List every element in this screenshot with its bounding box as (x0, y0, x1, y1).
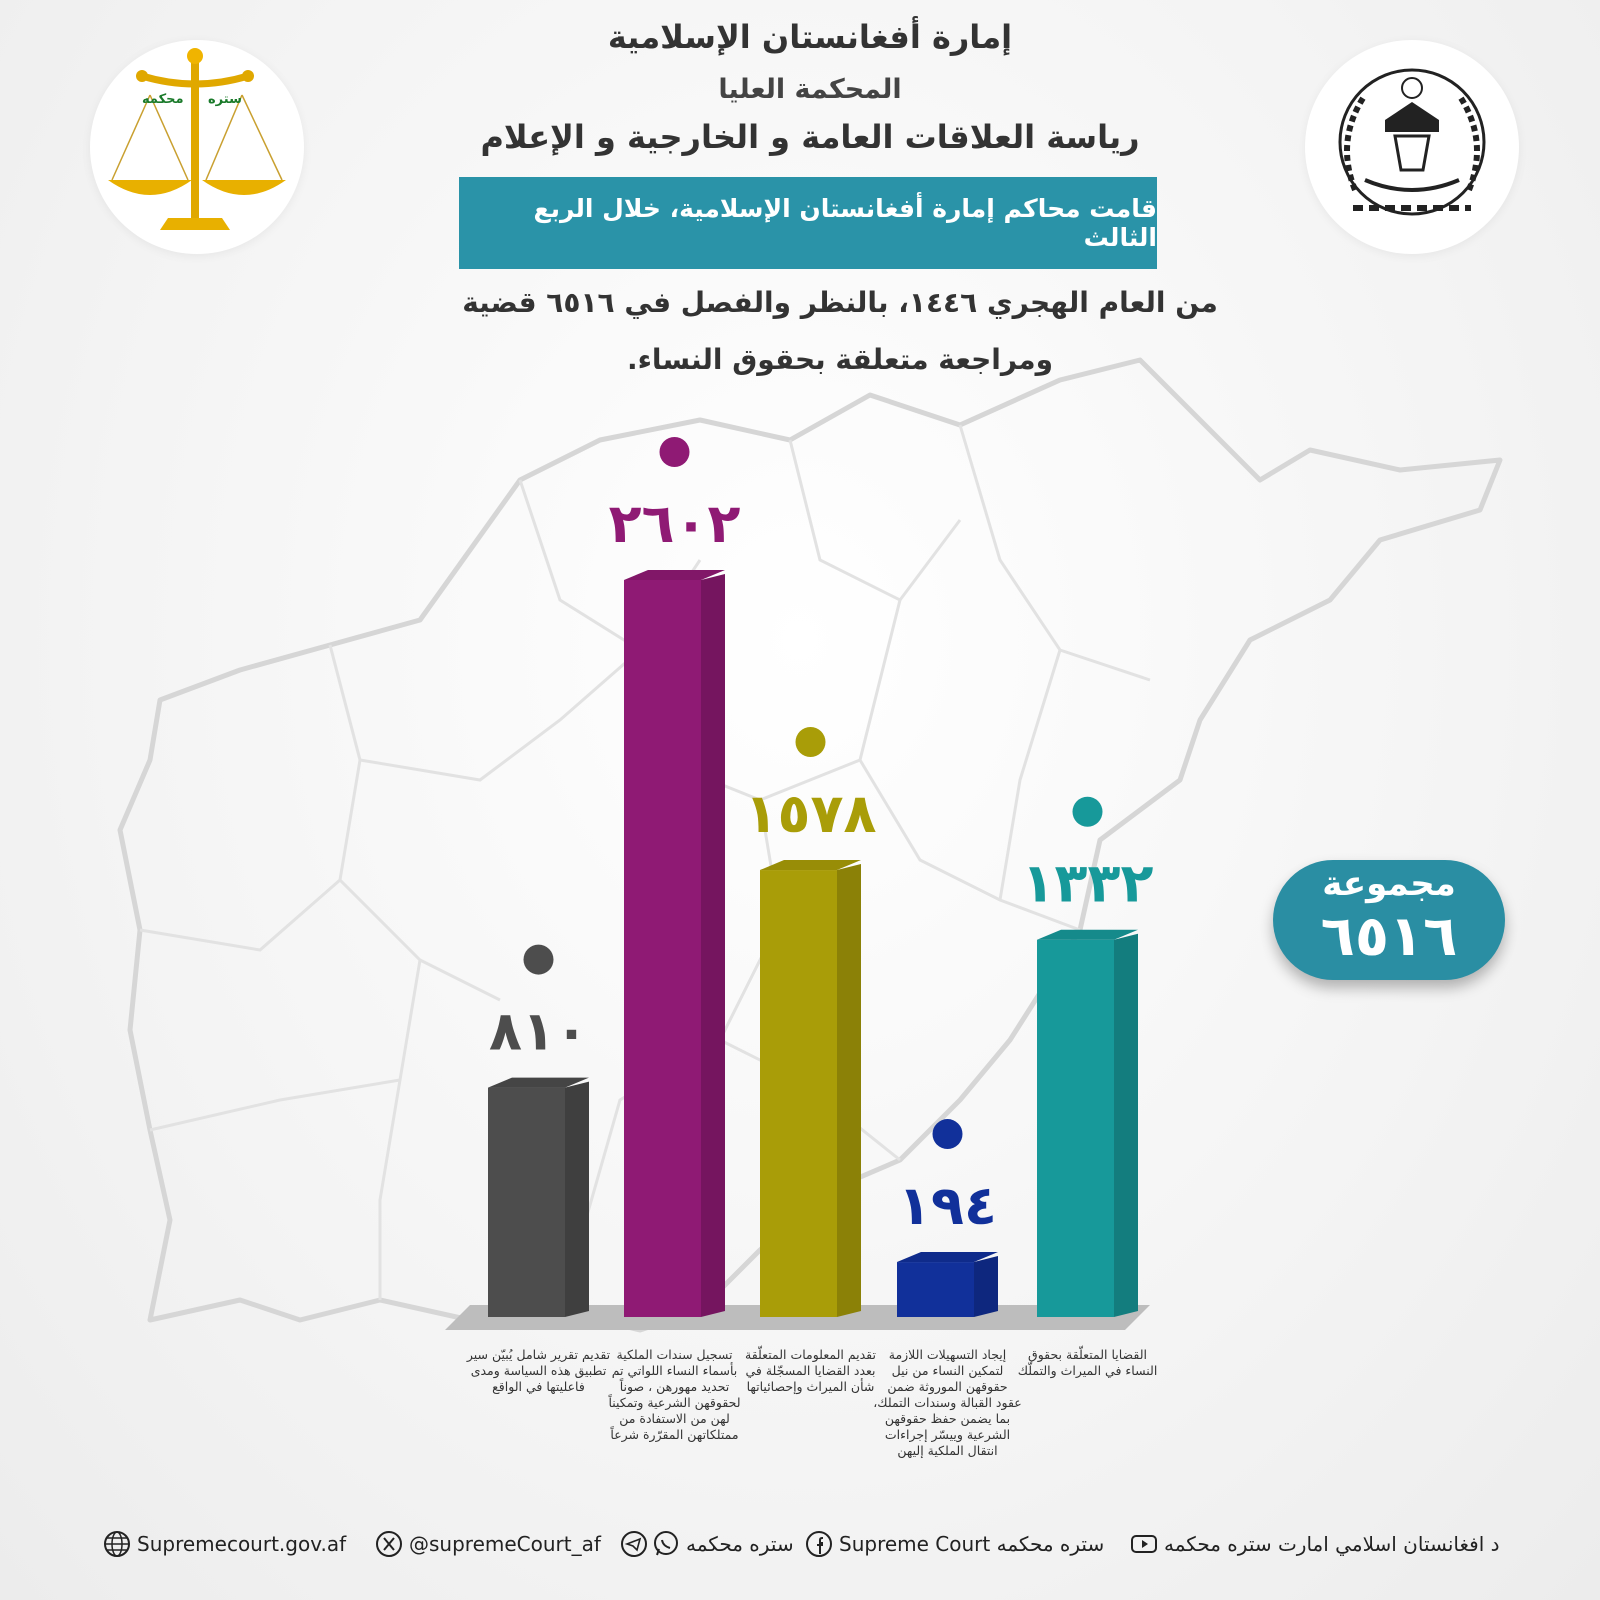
value-label-5: ١٣٣٢ (1021, 851, 1154, 915)
category-label-3: تقديم المعلومات المتعلّقة بعدد القضايا المسجّلة في شأن الميراث وإحصائياتها (745, 1347, 876, 1394)
total-value: ٦٥١٦ (1320, 904, 1458, 969)
footer-facebook-text: Supreme Court ستره محکمه (839, 1532, 1105, 1556)
subtitle-line-1: من العام الهجري ١٤٤٦، بالنظر والفصل في ٦٥١٦ قضية (462, 286, 1218, 319)
category-label-1: تقديم تقرير شامل يُبيّن سير تطبيق هذه السياسة ومدى فاعليتها في الواقع (466, 1347, 611, 1394)
bar-3-side (837, 864, 861, 1317)
banner-text: قامت محاكم إمارة أفغانستان الإسلامية، خلال الربع الثالث (533, 194, 1157, 252)
footer-youtube-text: د افغانستان اسلامي امارت ستره محکمه (1164, 1532, 1500, 1556)
header-department: رياسة العلاقات العامة و الخارجية و الإعلام (480, 118, 1140, 156)
value-label-2: ٢٦٠٢ (608, 492, 741, 555)
marker-dot-3 (796, 727, 826, 757)
youtube-icon (1130, 1530, 1158, 1558)
marker-dot-2 (660, 437, 690, 467)
category-label-2: تسجيل سندات الملكية بأسماء النساء اللواتي تم تحديد مهورهن ، صوناً لحقوقهن الشرعية وتمكيناً لهن من الاستفادة من ممتلكاتهن المقرّرة شرعاً (608, 1347, 741, 1442)
footer-x-text: @supremeCourt_af (409, 1532, 601, 1556)
bar-1-side (565, 1082, 589, 1317)
scale-word-right: ستره (208, 92, 242, 107)
value-label-1: ٨١٠ (489, 999, 588, 1063)
footer-web[interactable] (103, 1524, 352, 1564)
bar-1 (488, 1088, 565, 1317)
header-title: إمارة أفغانستان الإسلامية (607, 18, 1013, 56)
marker-dot-4 (933, 1119, 963, 1149)
whatsapp-icon (652, 1530, 680, 1558)
value-label-4: ١٩٤ (898, 1174, 997, 1238)
marker-dot-5 (1073, 797, 1103, 827)
bar-4-side (974, 1256, 998, 1317)
x-icon (375, 1530, 403, 1558)
footer-youtube[interactable] (1130, 1524, 1506, 1564)
marker-dot-1 (524, 945, 554, 975)
bar-2 (624, 580, 701, 1317)
header-subtitle: المحكمة العليا (718, 74, 902, 105)
scale-word-left: محکمه (142, 92, 184, 107)
value-label-3: ١٥٧٨ (744, 782, 877, 846)
category-label-5: القضايا المتعلّقة بحقوق النساء في الميراث والتملّك (1017, 1347, 1158, 1378)
bar-4 (897, 1262, 974, 1317)
footer-facebook[interactable] (805, 1524, 1110, 1564)
footer-messaging-text: ستره محکمه (686, 1532, 794, 1556)
category-label-4: إيجاد التسهيلات اللازمة لتمكين النساء من نيل حقوقهن الموروثة ضمن عقود القبالة وسندات التملك، بما يضمن حفظ حقوقهن الشرعية وييسّر إجراءات انتقال الملكية إليهن (873, 1347, 1022, 1458)
footer-messaging[interactable] (620, 1524, 800, 1564)
footer-x[interactable] (375, 1524, 607, 1564)
bar-5 (1037, 940, 1114, 1317)
bar-3 (760, 870, 837, 1317)
telegram-icon (620, 1530, 648, 1558)
subtitle-line-2: ومراجعة متعلقة بحقوق النساء. (626, 343, 1054, 376)
bar-5-side (1114, 934, 1138, 1317)
footer-web-text: Supremecourt.gov.af (137, 1532, 347, 1556)
total-badge (1273, 860, 1505, 980)
globe-icon (103, 1530, 131, 1558)
facebook-icon (805, 1530, 833, 1558)
total-label: مجموعة (1322, 864, 1456, 904)
bar-2-side (701, 574, 725, 1317)
